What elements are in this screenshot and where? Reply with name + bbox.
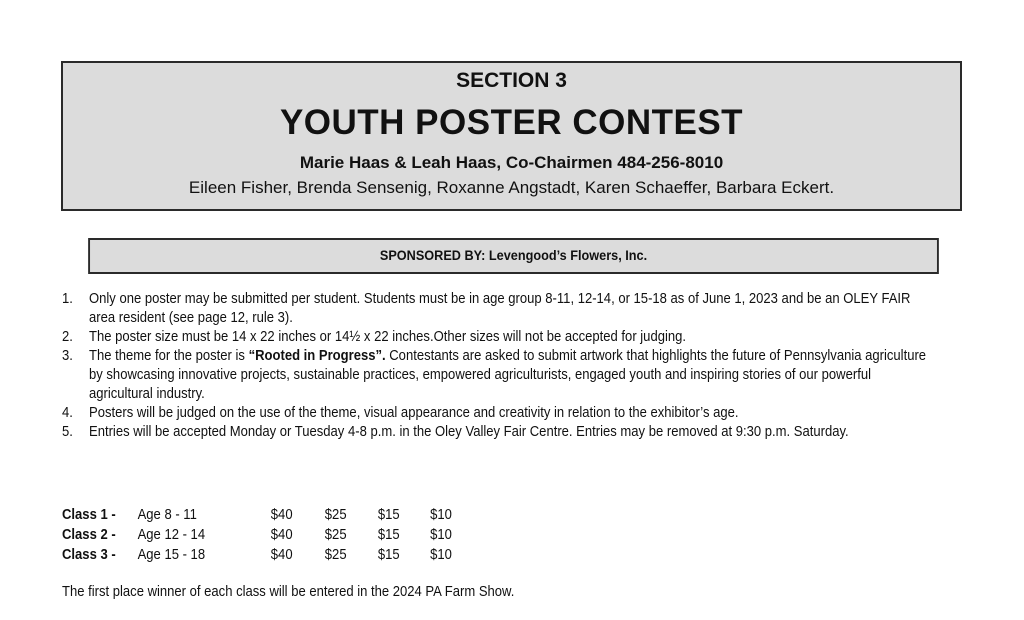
committee-members: Eileen Fisher, Brenda Sensenig, Roxanne Angstadt, Karen Schaeffer, Barbara Eckert. <box>188 178 835 197</box>
class-prize-table <box>62 505 566 565</box>
prize-fourth: $10 <box>430 547 452 563</box>
rule-text-before: The theme for the poster is <box>89 348 249 364</box>
prize-first: $40 <box>270 507 293 523</box>
chairmen-line: Marie Haas & Leah Haas, Co-Chairmen 484-256-8010 <box>299 153 724 172</box>
class-age: Age 8 - 11 <box>137 507 197 523</box>
section-label: SECTION 3 <box>456 69 567 92</box>
rule-text: Only one poster may be submitted per student. Students must be in age group 8-11, 12-14, or 15-18 as of June 1, 2023 and be an OLEY FAIR area resident (see page 12, rule 3). <box>89 291 911 326</box>
class-row <box>62 525 566 545</box>
class-row <box>62 505 566 525</box>
page-title: YOUTH POSTER CONTEST <box>279 103 744 142</box>
farm-show-note: The first place winner of each class will be entered in the 2024 PA Farm Show. <box>62 584 515 600</box>
class-label: Class 3 - <box>62 547 116 563</box>
rule-text: Posters will be judged on the use of the theme, visual appearance and creativity in relation to the exhibitor’s age. <box>89 405 739 421</box>
prize-first: $40 <box>270 527 293 543</box>
prize-third: $15 <box>377 507 400 523</box>
prize-fourth: $10 <box>430 527 452 543</box>
rule-item <box>62 328 933 347</box>
prize-third: $15 <box>377 527 400 543</box>
rule-number: 5. <box>62 424 73 440</box>
prize-fourth: $10 <box>430 507 452 523</box>
prize-first: $40 <box>270 547 293 563</box>
class-label: Class 1 - <box>62 507 116 523</box>
class-row <box>62 545 566 565</box>
rule-item <box>62 290 933 328</box>
prize-second: $25 <box>324 547 347 563</box>
rule-text: Entries will be accepted Monday or Tuesday 4-8 p.m. in the Oley Valley Fair Centre. Entries may be removed at 9:30 p.m. Saturday. <box>89 424 849 440</box>
rule-item <box>62 423 933 442</box>
rule-text: The poster size must be 14 x 22 inches or 14½ x 22 inches.Other sizes will not be accepted for judging. <box>89 329 687 345</box>
rule-text-after: Contestants are asked to submit artwork that highlights the future of Pennsylvania agriculture by showcasing innovative projects, sustainable practices, empowered agriculturists, engaged youth and inspiring stories of our powerful agricultural industry. <box>89 348 927 402</box>
rule-item <box>62 347 933 404</box>
rule-item <box>62 404 933 423</box>
rule-number: 2. <box>62 329 73 345</box>
prize-third: $15 <box>377 547 400 563</box>
section-header-box <box>61 61 962 211</box>
prize-second: $25 <box>324 507 347 523</box>
rules-list <box>62 290 933 442</box>
rule-number: 1. <box>62 291 73 307</box>
class-label: Class 2 - <box>62 527 116 543</box>
rule-number: 3. <box>62 348 73 364</box>
prize-second: $25 <box>324 527 347 543</box>
rule-number: 4. <box>62 405 73 421</box>
poster-theme: “Rooted in Progress”. <box>248 348 386 364</box>
class-age: Age 12 - 14 <box>137 527 206 543</box>
class-age: Age 15 - 18 <box>137 547 206 563</box>
sponsor-bar: SPONSORED BY: Levengood’s Flowers, Inc. <box>88 238 939 274</box>
